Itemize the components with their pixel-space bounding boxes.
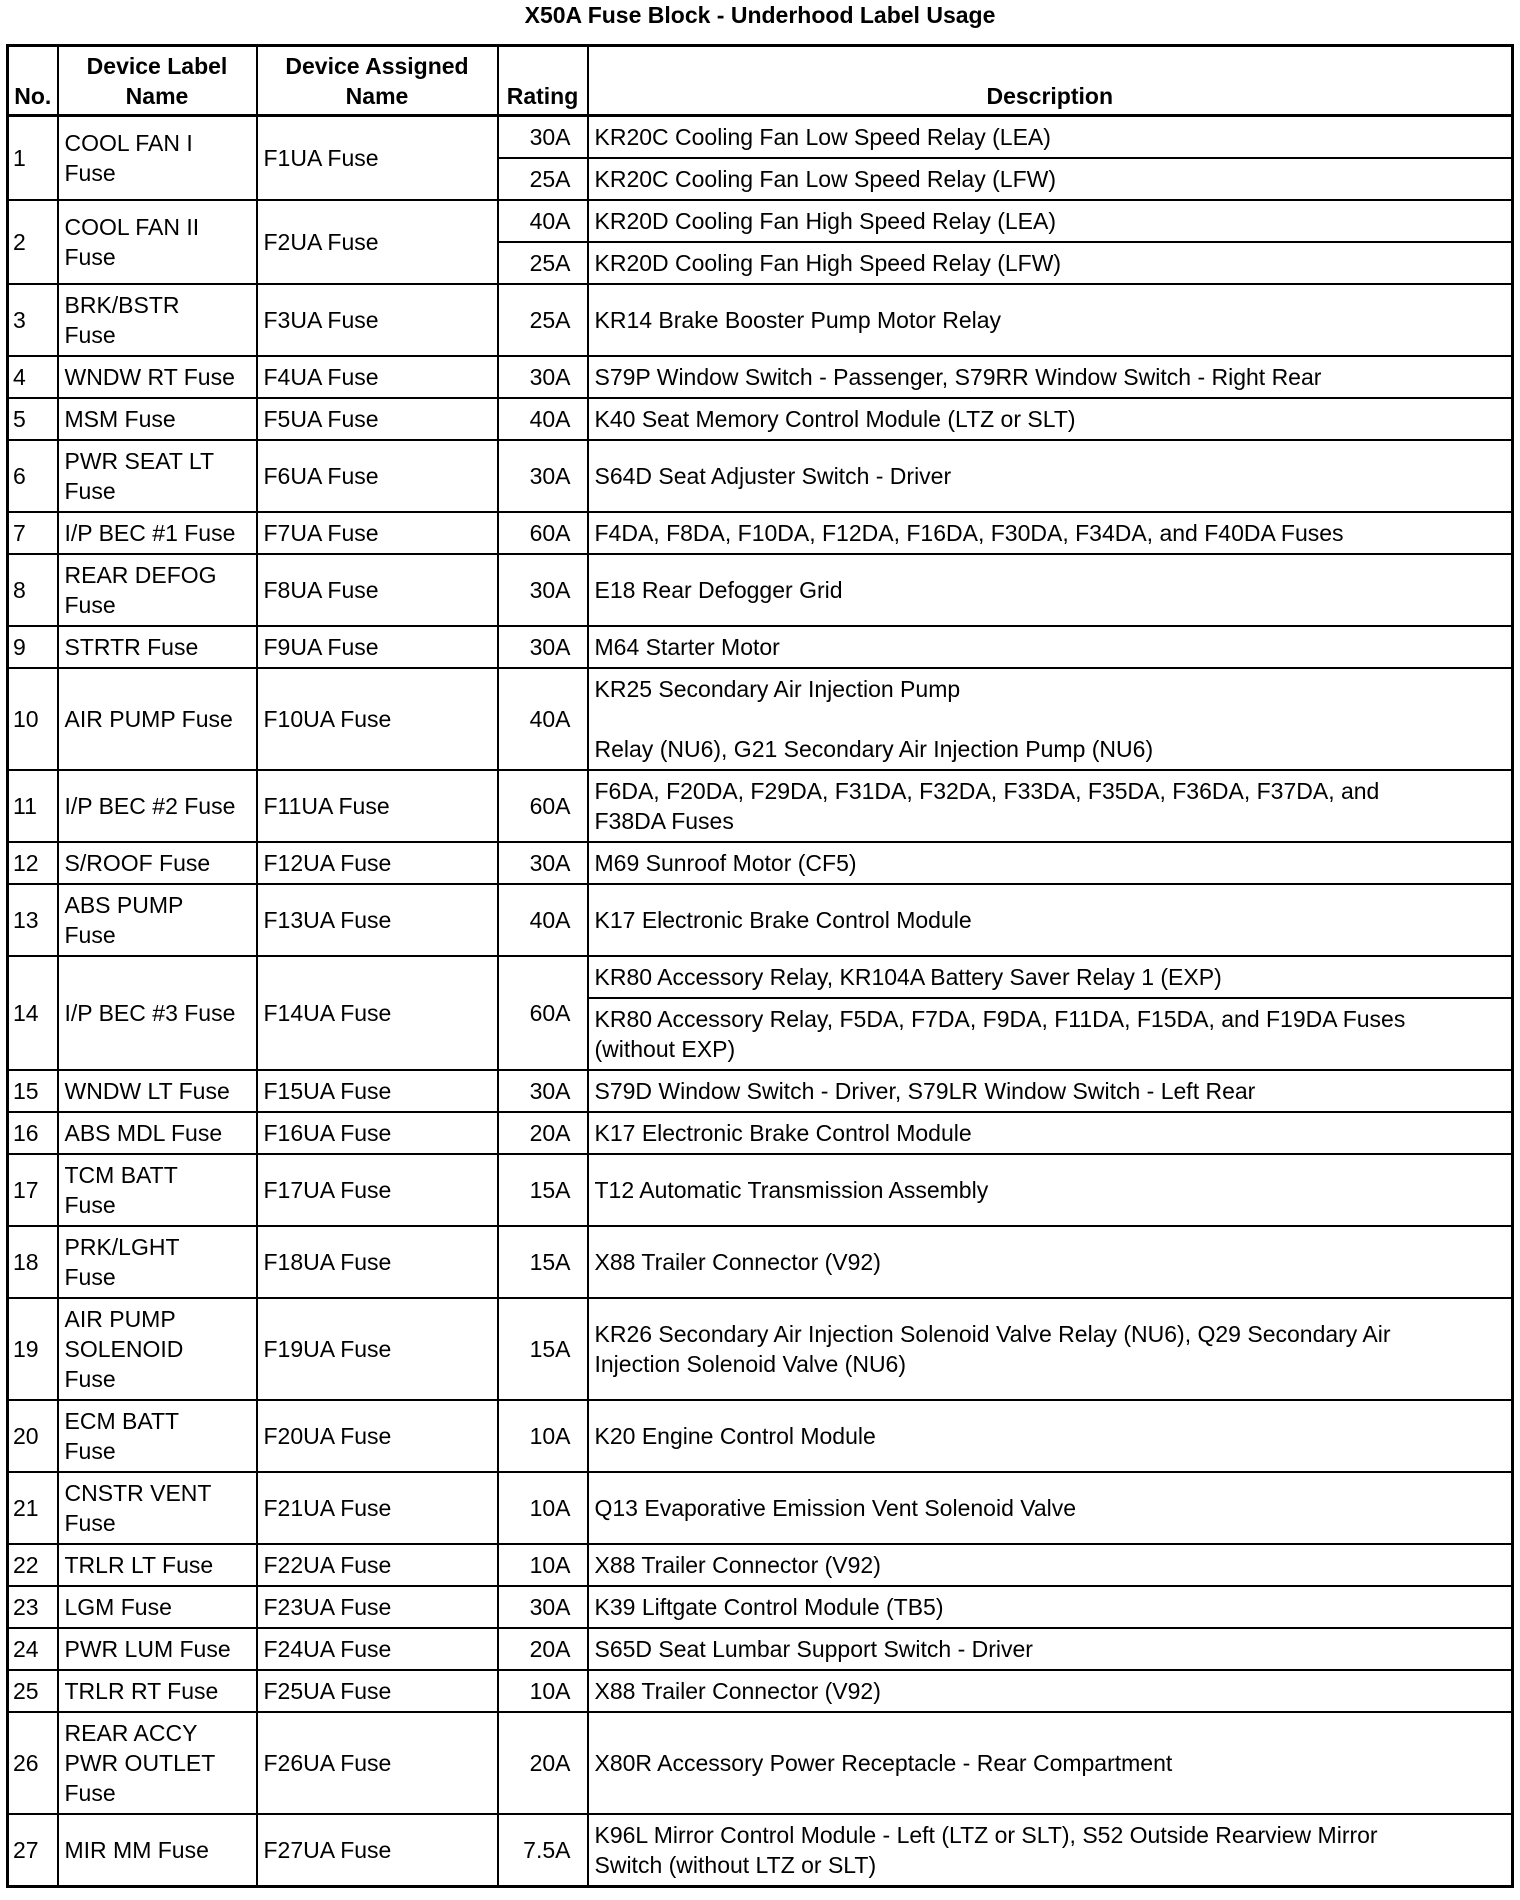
device-assigned-name: F22UA Fuse (257, 1544, 498, 1586)
fuse-rating: 40A (498, 884, 588, 956)
device-assigned-name: F4UA Fuse (257, 356, 498, 398)
device-assigned-name: F25UA Fuse (257, 1670, 498, 1712)
fuse-rating: 30A (498, 440, 588, 512)
device-assigned-name: F16UA Fuse (257, 1112, 498, 1154)
fuse-description: K20 Engine Control Module (588, 1400, 1513, 1472)
fuse-rating: 30A (498, 626, 588, 668)
device-assigned-name: F27UA Fuse (257, 1814, 498, 1887)
device-assigned-name: F6UA Fuse (257, 440, 498, 512)
device-label-name: ABS PUMP Fuse (58, 884, 257, 956)
fuse-description: KR20C Cooling Fan Low Speed Relay (LEA) (588, 116, 1513, 159)
device-label-name: ECM BATT Fuse (58, 1400, 257, 1472)
fuse-number: 19 (8, 1298, 58, 1400)
device-assigned-name: F12UA Fuse (257, 842, 498, 884)
table-row (8, 842, 1513, 884)
fuse-rating: 30A (498, 554, 588, 626)
device-assigned-name: F18UA Fuse (257, 1226, 498, 1298)
device-label-name: COOL FAN I Fuse (58, 116, 257, 201)
fuse-description: KR20C Cooling Fan Low Speed Relay (LFW) (588, 158, 1513, 200)
fuse-number: 8 (8, 554, 58, 626)
fuse-rating: 60A (498, 770, 588, 842)
fuse-rating: 30A (498, 1586, 588, 1628)
fuse-description: KR25 Secondary Air Injection Pump Relay (NU6), G21 Secondary Air Injection Pump (NU6) (588, 668, 1513, 770)
fuse-rating: 10A (498, 1544, 588, 1586)
device-assigned-name: F17UA Fuse (257, 1154, 498, 1226)
fuse-rating: 20A (498, 1628, 588, 1670)
device-assigned-name: F26UA Fuse (257, 1712, 498, 1814)
device-assigned-name: F13UA Fuse (257, 884, 498, 956)
fuse-rating: 15A (498, 1226, 588, 1298)
fuse-number: 5 (8, 398, 58, 440)
table-row (8, 1586, 1513, 1628)
fuse-number: 9 (8, 626, 58, 668)
table-body (8, 116, 1513, 1887)
fuse-description: KR20D Cooling Fan High Speed Relay (LEA) (588, 200, 1513, 242)
fuse-number: 13 (8, 884, 58, 956)
table-row (8, 1112, 1513, 1154)
device-assigned-name: F1UA Fuse (257, 116, 498, 201)
fuse-number: 26 (8, 1712, 58, 1814)
fuse-rating: 10A (498, 1472, 588, 1544)
table-row (8, 1070, 1513, 1112)
fuse-number: 22 (8, 1544, 58, 1586)
fuse-number: 1 (8, 116, 58, 201)
device-assigned-name: F9UA Fuse (257, 626, 498, 668)
device-label-name: WNDW RT Fuse (58, 356, 257, 398)
fuse-number: 17 (8, 1154, 58, 1226)
fuse-number: 20 (8, 1400, 58, 1472)
device-label-name: COOL FAN II Fuse (58, 200, 257, 284)
fuse-description: M64 Starter Motor (588, 626, 1513, 668)
table-row (8, 1298, 1513, 1400)
table-row (8, 1400, 1513, 1472)
fuse-number: 23 (8, 1586, 58, 1628)
device-label-name: PRK/LGHT Fuse (58, 1226, 257, 1298)
table-row (8, 554, 1513, 626)
fuse-description: KR80 Accessory Relay, F5DA, F7DA, F9DA, F11DA, F15DA, and F19DA Fuses (without EXP) (588, 998, 1513, 1070)
fuse-number: 6 (8, 440, 58, 512)
device-label-name: PWR LUM Fuse (58, 1628, 257, 1670)
device-label-name: TRLR RT Fuse (58, 1670, 257, 1712)
device-label-name: CNSTR VENT Fuse (58, 1472, 257, 1544)
header-assigned: Device Assigned Name (257, 46, 498, 116)
device-label-name: STRTR Fuse (58, 626, 257, 668)
fuse-description: K17 Electronic Brake Control Module (588, 1112, 1513, 1154)
fuse-number: 27 (8, 1814, 58, 1887)
table-row (8, 440, 1513, 512)
fuse-number: 24 (8, 1628, 58, 1670)
fuse-number: 16 (8, 1112, 58, 1154)
device-label-name: MSM Fuse (58, 398, 257, 440)
device-label-name: I/P BEC #2 Fuse (58, 770, 257, 842)
fuse-rating: 30A (498, 1070, 588, 1112)
device-label-name: PWR SEAT LT Fuse (58, 440, 257, 512)
table-row (8, 1154, 1513, 1226)
fuse-rating: 40A (498, 668, 588, 770)
device-label-name: AIR PUMP Fuse (58, 668, 257, 770)
table-row (8, 1472, 1513, 1544)
fuse-number: 11 (8, 770, 58, 842)
fuse-description: KR14 Brake Booster Pump Motor Relay (588, 284, 1513, 356)
fuse-rating: 30A (498, 116, 588, 159)
fuse-rating: 30A (498, 842, 588, 884)
table-row (8, 1226, 1513, 1298)
device-assigned-name: F19UA Fuse (257, 1298, 498, 1400)
fuse-description: F6DA, F20DA, F29DA, F31DA, F32DA, F33DA, F35DA, F36DA, F37DA, and F38DA Fuses (588, 770, 1513, 842)
device-assigned-name: F7UA Fuse (257, 512, 498, 554)
fuse-description: S65D Seat Lumbar Support Switch - Driver (588, 1628, 1513, 1670)
device-assigned-name: F21UA Fuse (257, 1472, 498, 1544)
table-row (8, 1628, 1513, 1670)
fuse-description: S79P Window Switch - Passenger, S79RR Window Switch - Right Rear (588, 356, 1513, 398)
fuse-rating: 60A (498, 512, 588, 554)
device-assigned-name: F11UA Fuse (257, 770, 498, 842)
fuse-rating: 40A (498, 200, 588, 242)
fuse-number: 7 (8, 512, 58, 554)
device-label-name: LGM Fuse (58, 1586, 257, 1628)
fuse-rating: 15A (498, 1298, 588, 1400)
table-row (8, 884, 1513, 956)
device-assigned-name: F3UA Fuse (257, 284, 498, 356)
fuse-rating: 25A (498, 284, 588, 356)
device-assigned-name: F23UA Fuse (257, 1586, 498, 1628)
fuse-description: X80R Accessory Power Receptacle - Rear Compartment (588, 1712, 1513, 1814)
device-assigned-name: F15UA Fuse (257, 1070, 498, 1112)
device-label-name: WNDW LT Fuse (58, 1070, 257, 1112)
table-row (8, 770, 1513, 842)
device-label-name: REAR DEFOG Fuse (58, 554, 257, 626)
fuse-number: 2 (8, 200, 58, 284)
table-row (8, 356, 1513, 398)
fuse-rating: 30A (498, 356, 588, 398)
fuse-rating: 15A (498, 1154, 588, 1226)
device-label-name: I/P BEC #1 Fuse (58, 512, 257, 554)
table-row (8, 512, 1513, 554)
fuse-number: 18 (8, 1226, 58, 1298)
fuse-number: 12 (8, 842, 58, 884)
fuse-description: X88 Trailer Connector (V92) (588, 1226, 1513, 1298)
fuse-rating: 25A (498, 158, 588, 200)
table-row (8, 398, 1513, 440)
header-label: Device Label Name (58, 46, 257, 116)
device-assigned-name: F8UA Fuse (257, 554, 498, 626)
fuse-description: KR80 Accessory Relay, KR104A Battery Saver Relay 1 (EXP) (588, 956, 1513, 998)
device-label-name: I/P BEC #3 Fuse (58, 956, 257, 1070)
table-row (8, 200, 1513, 242)
table-row (8, 1670, 1513, 1712)
fuse-description: K17 Electronic Brake Control Module (588, 884, 1513, 956)
device-label-name: BRK/BSTR Fuse (58, 284, 257, 356)
device-label-name: MIR MM Fuse (58, 1814, 257, 1887)
fuse-description: E18 Rear Defogger Grid (588, 554, 1513, 626)
fuse-rating: 60A (498, 956, 588, 1070)
device-label-name: AIR PUMP SOLENOID Fuse (58, 1298, 257, 1400)
device-assigned-name: F10UA Fuse (257, 668, 498, 770)
header-no: No. (8, 46, 58, 116)
header-description: Description (588, 46, 1513, 116)
fuse-description: F4DA, F8DA, F10DA, F12DA, F16DA, F30DA, F34DA, and F40DA Fuses (588, 512, 1513, 554)
fuse-number: 4 (8, 356, 58, 398)
fuse-description: X88 Trailer Connector (V92) (588, 1544, 1513, 1586)
device-assigned-name: F5UA Fuse (257, 398, 498, 440)
table-row (8, 668, 1513, 770)
fuse-description: M69 Sunroof Motor (CF5) (588, 842, 1513, 884)
device-label-name: TRLR LT Fuse (58, 1544, 257, 1586)
fuse-rating: 7.5A (498, 1814, 588, 1887)
fuse-description: S64D Seat Adjuster Switch - Driver (588, 440, 1513, 512)
header-rating: Rating (498, 46, 588, 116)
fuse-number: 21 (8, 1472, 58, 1544)
table-row (8, 284, 1513, 356)
fuse-rating: 20A (498, 1712, 588, 1814)
table-row (8, 1814, 1513, 1887)
device-assigned-name: F14UA Fuse (257, 956, 498, 1070)
device-label-name: S/ROOF Fuse (58, 842, 257, 884)
fuse-description: K96L Mirror Control Module - Left (LTZ or SLT), S52 Outside Rearview Mirror Switch (without LTZ or SLT) (588, 1814, 1513, 1887)
fuse-number: 14 (8, 956, 58, 1070)
device-label-name: REAR ACCY PWR OUTLET Fuse (58, 1712, 257, 1814)
fuse-description: Q13 Evaporative Emission Vent Solenoid Valve (588, 1472, 1513, 1544)
fuse-rating: 10A (498, 1670, 588, 1712)
fuse-description: T12 Automatic Transmission Assembly (588, 1154, 1513, 1226)
device-label-name: TCM BATT Fuse (58, 1154, 257, 1226)
fuse-description: K40 Seat Memory Control Module (LTZ or SLT) (588, 398, 1513, 440)
table-row (8, 116, 1513, 159)
device-assigned-name: F2UA Fuse (257, 200, 498, 284)
device-assigned-name: F24UA Fuse (257, 1628, 498, 1670)
fuse-rating: 10A (498, 1400, 588, 1472)
fuse-number: 3 (8, 284, 58, 356)
table-row (8, 1544, 1513, 1586)
fuse-rating: 25A (498, 242, 588, 284)
fuse-rating: 20A (498, 1112, 588, 1154)
fuse-description: X88 Trailer Connector (V92) (588, 1670, 1513, 1712)
fuse-rating: 40A (498, 398, 588, 440)
table-row (8, 1712, 1513, 1814)
fuse-number: 15 (8, 1070, 58, 1112)
fuse-description: K39 Liftgate Control Module (TB5) (588, 1586, 1513, 1628)
device-label-name: ABS MDL Fuse (58, 1112, 257, 1154)
fuse-description: S79D Window Switch - Driver, S79LR Window Switch - Left Rear (588, 1070, 1513, 1112)
fuse-table (6, 44, 1514, 1888)
fuse-description: KR26 Secondary Air Injection Solenoid Valve Relay (NU6), Q29 Secondary Air Injection Solenoid Valve (NU6) (588, 1298, 1513, 1400)
table-row (8, 626, 1513, 668)
fuse-number: 10 (8, 668, 58, 770)
header-row (8, 46, 1513, 116)
device-assigned-name: F20UA Fuse (257, 1400, 498, 1472)
fuse-description: KR20D Cooling Fan High Speed Relay (LFW) (588, 242, 1513, 284)
page-title: X50A Fuse Block - Underhood Label Usage (524, 2, 996, 28)
fuse-number: 25 (8, 1670, 58, 1712)
table-row (8, 956, 1513, 998)
